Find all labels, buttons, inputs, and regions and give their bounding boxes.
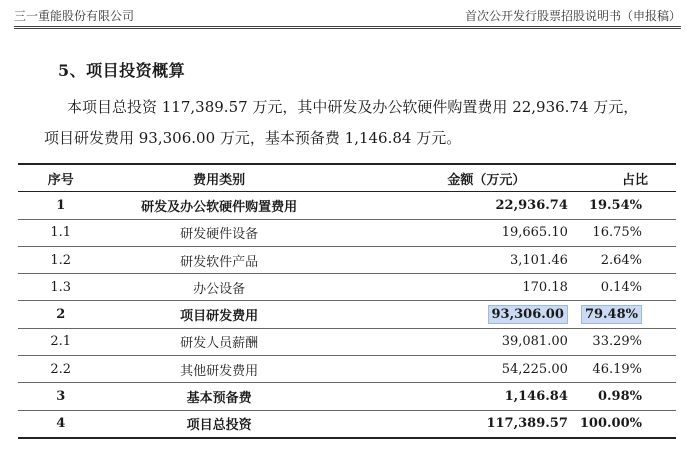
row-percentage: [574, 192, 676, 219]
row-percentage-text: 0.14%: [600, 279, 642, 295]
row-seq-text: 1.2: [50, 252, 72, 268]
row-amount: [335, 328, 574, 355]
row-amount: [335, 301, 574, 328]
row-category-text: 研发及办公软硬件购置费用: [141, 199, 298, 215]
row-percentage-text: 33.29%: [592, 334, 642, 350]
table-row: [18, 301, 676, 328]
row-percentage: [574, 328, 676, 355]
row-category: [103, 301, 334, 328]
row-amount: [335, 274, 574, 301]
table-row: [18, 219, 676, 246]
row-category-text: 办公设备: [193, 281, 246, 297]
row-percentage: [574, 383, 676, 410]
row-amount-text: 170.18: [522, 279, 568, 295]
row-category: [103, 328, 334, 355]
row-percentage-text: 0.98%: [597, 389, 642, 405]
row-seq-text: 3: [56, 389, 66, 405]
row-percentage-text: 79.48%: [581, 305, 642, 324]
row-category-text: 研发人员薪酬: [180, 336, 259, 352]
row-seq: [18, 301, 103, 328]
row-percentage-text: 16.75%: [592, 225, 642, 241]
row-seq: [18, 328, 103, 355]
row-percentage-text: 2.64%: [600, 252, 642, 268]
row-category-text: 其他研发费用: [180, 363, 259, 379]
row-category: [103, 383, 334, 410]
row-percentage-text: 19.54%: [588, 197, 642, 213]
row-category: [103, 274, 334, 301]
table-row: [18, 356, 676, 383]
header-amount: 金额（万元）: [335, 164, 574, 192]
summary-paragraph: [44, 92, 669, 154]
row-seq: [18, 274, 103, 301]
row-seq-text: 2.1: [50, 334, 72, 350]
row-amount-text: 22,936.74: [495, 197, 568, 213]
row-seq: [18, 383, 103, 410]
row-category-text: 研发软件产品: [180, 254, 259, 270]
row-amount: [335, 356, 574, 383]
row-seq-text: 1.3: [50, 279, 72, 295]
paragraph-line-2: 项目研发费用 93,306.00 万元，基本预备费 1,146.84 万元。: [44, 129, 462, 147]
investment-budget-table: [18, 163, 676, 439]
row-category-text: 研发硬件设备: [180, 227, 259, 243]
row-seq-text: 2.2: [50, 361, 72, 377]
watermark: [515, 412, 645, 436]
row-percentage-text: 100.00%: [579, 416, 642, 432]
row-amount-text: 19,665.10: [501, 225, 568, 241]
row-seq-text: 1: [56, 197, 66, 213]
row-category-text: 项目研发费用: [180, 309, 259, 325]
table-row: [18, 328, 676, 355]
row-percentage: [574, 274, 676, 301]
row-seq: [18, 356, 103, 383]
row-percentage: [574, 356, 676, 383]
row-percentage: [574, 219, 676, 246]
header-seq: 序号: [18, 164, 103, 192]
row-amount: [335, 219, 574, 246]
row-amount-text: 93,306.00: [488, 305, 568, 324]
table-row: [18, 274, 676, 301]
row-category: [103, 356, 334, 383]
section-title: 5、项目投资概算: [58, 61, 186, 80]
row-category-text: 基本预备费: [186, 391, 252, 407]
row-amount-text: 54,225.00: [501, 361, 568, 377]
table-row: [18, 246, 676, 273]
company-name: 三一重能股份有限公司: [14, 8, 135, 23]
row-amount: [335, 192, 574, 219]
row-seq: [18, 192, 103, 219]
table-header-row: [18, 164, 676, 192]
row-amount-text: 39,081.00: [501, 334, 568, 350]
page-header: [14, 4, 681, 27]
row-seq: [18, 219, 103, 246]
row-category: [103, 192, 334, 219]
row-percentage-text: 46.19%: [592, 361, 642, 377]
paragraph-line-1: 本项目总投资 117,389.57 万元，其中研发及办公软硬件购置费用 22,936.74 万元，: [67, 98, 639, 116]
row-seq-text: 1.1: [50, 225, 72, 241]
row-percentage: [574, 246, 676, 273]
row-amount: [335, 246, 574, 273]
row-category-text: 项目总投资: [186, 418, 252, 434]
row-amount-text: 1,146.84: [504, 389, 568, 405]
row-category: [103, 246, 334, 273]
header-category: 费用类别: [103, 164, 334, 192]
row-amount-text: 117,389.57: [486, 416, 568, 432]
row-category: [103, 219, 334, 246]
table-row: [18, 383, 676, 410]
row-amount: [335, 383, 574, 410]
header-percentage: 占比: [574, 164, 676, 192]
document-title: 首次公开发行股票招股说明书（申报稿）: [464, 8, 681, 23]
row-category: [103, 410, 334, 438]
row-percentage: [574, 301, 676, 328]
table-row: [18, 192, 676, 219]
row-seq-text: 2: [56, 307, 66, 323]
row-amount-text: 3,101.46: [510, 252, 568, 268]
row-seq: [18, 246, 103, 273]
row-seq-text: 4: [56, 416, 66, 432]
row-seq: [18, 410, 103, 438]
